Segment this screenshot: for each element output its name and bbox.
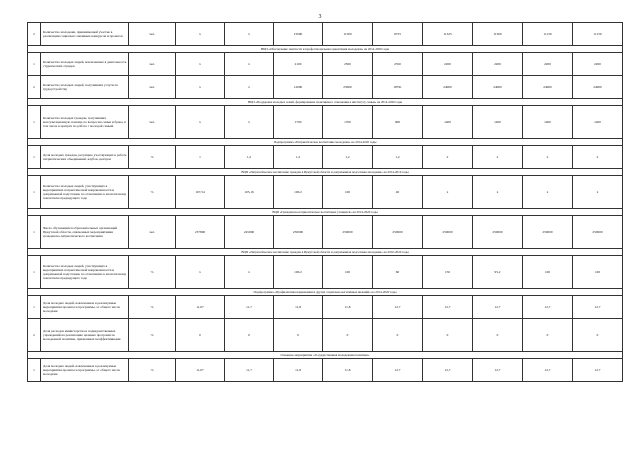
- section-title: Подпрограмма «Профилактика наркомании и других социально-негативных явлений» на 2014-2020 годы: [28, 289, 623, 296]
- value-cell: 1400: [523, 106, 573, 139]
- value-cell: 25000: [323, 76, 373, 99]
- value-cell: 237800: [176, 216, 225, 249]
- unit: %: [129, 359, 176, 382]
- value-cell: 12,7: [423, 359, 473, 382]
- value-cell: 1,2: [373, 146, 423, 169]
- value-cell: 250000: [274, 216, 323, 249]
- value-cell: 24000: [473, 76, 523, 99]
- value-cell: 18791: [373, 76, 423, 99]
- section-title: ВЦП «Поддержка молодых семей, формирование позитивного отношения к институту семьи» на 2014-2020 годы: [28, 99, 623, 106]
- value-cell: 24000: [523, 76, 573, 99]
- section-title: ВЦП «Обеспечение занятости и профессиональная ориентация молодежи» на 2014-2020 годы: [28, 46, 623, 53]
- value-cell: 1700: [323, 106, 373, 139]
- unit: %: [129, 256, 176, 289]
- value-cell: 100: [323, 176, 373, 209]
- value-cell: 2200: [423, 53, 473, 76]
- value-cell: 11150: [573, 23, 623, 46]
- value-cell: 2: [473, 146, 523, 169]
- value-cell: 11,8: [323, 359, 373, 382]
- table-row: [28, 216, 623, 249]
- value-cell: 12,7: [573, 359, 623, 382]
- indicators-table: [27, 22, 623, 382]
- value-cell: х: [176, 76, 225, 99]
- value-cell: 100: [323, 256, 373, 289]
- value-cell: 2: [523, 146, 573, 169]
- value-cell: 1,2: [225, 146, 274, 169]
- value-cell: 11500: [473, 23, 523, 46]
- table-body: [28, 23, 623, 382]
- value-cell: 95,2: [473, 256, 523, 289]
- value-cell: х: [523, 176, 573, 209]
- value-cell: х: [423, 176, 473, 209]
- value-cell: х: [176, 106, 225, 139]
- indicator-name: Доля расходов министерства и подведомственных учреждений на реализацию целевых программ по молодежной политике, признанных неэффективными: [41, 319, 129, 352]
- table-row: [28, 106, 623, 139]
- value-cell: 100,2: [274, 256, 323, 289]
- row-number: 1: [28, 146, 41, 169]
- value-cell: 12,7: [373, 296, 423, 319]
- table-row: [28, 76, 623, 99]
- indicator-name: Доля молодых людей, вовлеченных в реализуемые мероприятия проекты и программы, от общего числа молодежи: [41, 296, 129, 319]
- table-row: [28, 256, 623, 289]
- section-title: ВЦП «Патриотическое воспитание граждан в Иркутской области и допризывная подготовка молодежи» на 2016-2020 годы: [28, 249, 623, 256]
- value-cell: 1400: [473, 106, 523, 139]
- value-cell: 2500: [323, 53, 373, 76]
- table-row: [28, 359, 623, 382]
- value-cell: 1400: [573, 106, 623, 139]
- value-cell: 150: [423, 256, 473, 289]
- row-number: 1: [28, 296, 41, 319]
- indicator-name: Доля молодых людей, вовлеченных в реализуемые мероприятия проекты и программы, от общего числа молодежи: [41, 359, 129, 382]
- value-cell: 105,16: [225, 176, 274, 209]
- value-cell: 0: [423, 319, 473, 352]
- unit: %: [129, 319, 176, 352]
- value-cell: 24000: [423, 76, 473, 99]
- indicator-name: Количество молодых людей, участвующих в мероприятиях патриотической направленности и допризывной подготовки, по отношению к аналогичному показателю предыдущего года: [41, 256, 129, 289]
- row-number: 2: [28, 319, 41, 352]
- value-cell: 12,7: [473, 296, 523, 319]
- value-cell: 107,54: [176, 176, 225, 209]
- value-cell: 100: [573, 256, 623, 289]
- value-cell: х: [225, 23, 274, 46]
- row-number: 1: [28, 216, 41, 249]
- value-cell: 0: [225, 319, 274, 352]
- value-cell: 250000: [473, 216, 523, 249]
- unit: чел.: [129, 106, 176, 139]
- value-cell: 24000: [573, 76, 623, 99]
- value-cell: х: [176, 23, 225, 46]
- section-row: [28, 99, 623, 106]
- value-cell: 11500: [323, 23, 373, 46]
- value-cell: х: [573, 176, 623, 209]
- section-row: [28, 139, 623, 146]
- value-cell: 1700: [274, 106, 323, 139]
- value-cell: 0: [523, 319, 573, 352]
- value-cell: 2100: [274, 53, 323, 76]
- value-cell: 250000: [523, 216, 573, 249]
- value-cell: 15000: [274, 23, 323, 46]
- value-cell: 2: [423, 146, 473, 169]
- value-cell: 11,8: [274, 296, 323, 319]
- row-number: 1: [28, 359, 41, 382]
- value-cell: 12,7: [523, 296, 573, 319]
- section-title: Основное мероприятие «Государственная молодежная политика»: [28, 352, 623, 359]
- section-row: [28, 169, 623, 176]
- section-title: ВЦП «Гражданско-патриотическое воспитание учащихся» на 2014-2020 годы: [28, 209, 623, 216]
- unit: %: [129, 296, 176, 319]
- unit: %: [129, 176, 176, 209]
- value-cell: 2350: [373, 53, 423, 76]
- section-title: ВЦП «Патриотическое воспитание граждан в Иркутской области и допризывная подготовка молодежи» на 2014-2016 годы: [28, 169, 623, 176]
- value-cell: 11,8: [323, 296, 373, 319]
- value-cell: 12,7: [523, 359, 573, 382]
- table-row: [28, 23, 623, 46]
- value-cell: 12,7: [473, 359, 523, 382]
- unit: чел.: [129, 53, 176, 76]
- row-number: 2: [28, 76, 41, 99]
- value-cell: х: [225, 53, 274, 76]
- value-cell: 11,07: [176, 296, 225, 319]
- value-cell: 0: [573, 319, 623, 352]
- unit: чел.: [129, 76, 176, 99]
- section-row: [28, 46, 623, 53]
- value-cell: 2200: [573, 53, 623, 76]
- value-cell: 12,7: [373, 359, 423, 382]
- value-cell: 0: [373, 319, 423, 352]
- section-title: Подпрограмма «Патриотическое воспитание молодежи» на 2014-2020 годы: [28, 139, 623, 146]
- row-number: 1: [28, 256, 41, 289]
- page-number: 3: [318, 14, 322, 20]
- indicator-name: Доля молодых граждан, регулярно участвующих в работе патриотических объединений, клубов, центров: [41, 146, 129, 169]
- value-cell: 60: [373, 256, 423, 289]
- value-cell: 250000: [323, 216, 373, 249]
- value-cell: 0: [323, 319, 373, 352]
- value-cell: 0: [176, 319, 225, 352]
- value-cell: 11,8: [274, 359, 323, 382]
- value-cell: х: [225, 256, 274, 289]
- unit: %: [129, 146, 176, 169]
- value-cell: 2: [573, 146, 623, 169]
- section-row: [28, 352, 623, 359]
- value-cell: 11,7: [225, 359, 274, 382]
- value-cell: 0: [274, 319, 323, 352]
- value-cell: 12000: [274, 76, 323, 99]
- value-cell: 900: [373, 106, 423, 139]
- value-cell: 250000: [423, 216, 473, 249]
- value-cell: 2200: [523, 53, 573, 76]
- section-row: [28, 289, 623, 296]
- indicator-name: Количество молодых людей, участвующих в мероприятиях патриотической направленности и допризывной подготовки, по отношению к аналогичному показателю предыдущего года: [41, 176, 129, 209]
- indicator-name: Количество молодых людей, получивших услуги по трудоустройству: [41, 76, 129, 99]
- value-cell: 250000: [573, 216, 623, 249]
- value-cell: 2200: [473, 53, 523, 76]
- value-cell: 1,2: [274, 146, 323, 169]
- section-row: [28, 249, 623, 256]
- table-row: [28, 296, 623, 319]
- indicator-name: Число обучающихся образовательных организаций Иркутской области, охваченных мероприятиями гражданско-патриотического воспитания: [41, 216, 129, 249]
- value-cell: х: [225, 106, 274, 139]
- value-cell: 250000: [373, 216, 423, 249]
- value-cell: х: [176, 256, 225, 289]
- value-cell: 1: [176, 146, 225, 169]
- value-cell: 11,7: [225, 296, 274, 319]
- row-number: 2: [28, 23, 41, 46]
- value-cell: 9755: [373, 23, 423, 46]
- value-cell: 40: [373, 176, 423, 209]
- table-row: [28, 53, 623, 76]
- value-cell: 12,7: [573, 296, 623, 319]
- indicator-name: Количество молодых людей, вовлеченных в деятельность студенческих отрядов: [41, 53, 129, 76]
- unit: чел.: [129, 216, 176, 249]
- value-cell: 1400: [423, 106, 473, 139]
- value-cell: х: [473, 176, 523, 209]
- indicator-name: Количество молодых граждан, получивших консультационную помощь по вопросам семьи и брака, в том числе в центрах по работе с молодой семьей: [41, 106, 129, 139]
- value-cell: 245000: [225, 216, 274, 249]
- value-cell: х: [176, 53, 225, 76]
- section-row: [28, 209, 623, 216]
- table-row: [28, 146, 623, 169]
- row-number: 1: [28, 106, 41, 139]
- row-number: 1: [28, 176, 41, 209]
- value-cell: 0: [473, 319, 523, 352]
- value-cell: 100,2: [274, 176, 323, 209]
- unit: чел.: [129, 23, 176, 46]
- value-cell: 11150: [523, 23, 573, 46]
- value-cell: 11325: [423, 23, 473, 46]
- table-row: [28, 319, 623, 352]
- value-cell: 12,7: [423, 296, 473, 319]
- value-cell: 11,07: [176, 359, 225, 382]
- value-cell: х: [225, 76, 274, 99]
- table-row: [28, 176, 623, 209]
- indicator-name: Количество молодежи, принимающей участие в реализации социально значимых конкурсов и проектов: [41, 23, 129, 46]
- row-number: 1: [28, 53, 41, 76]
- value-cell: 1,2: [323, 146, 373, 169]
- value-cell: 100: [523, 256, 573, 289]
